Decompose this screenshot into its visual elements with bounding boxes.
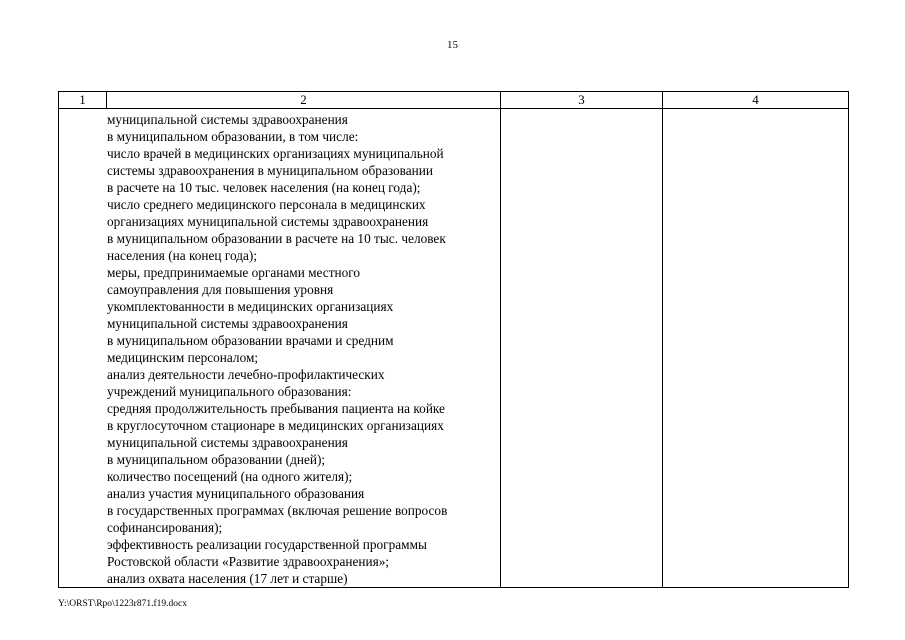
text-line: анализ охвата населения (17 лет и старше)	[107, 571, 348, 586]
text-line: системы здравоохранения в муниципальном образовании	[107, 163, 434, 178]
text-line: в расчете на 10 тыс. человек населения (на конец года);	[107, 180, 421, 195]
text-line: в муниципальном образовании врачами и средним	[107, 333, 394, 348]
page-number: 15	[447, 39, 458, 51]
text-line: в муниципальном образовании (дней);	[107, 452, 326, 467]
text-line: муниципальной системы здравоохранения	[107, 316, 348, 331]
content-table	[58, 91, 849, 588]
text-line: учреждений муниципального образования:	[107, 384, 352, 399]
text-line: софинансирования);	[107, 520, 223, 535]
table-header-row	[59, 92, 849, 109]
cell-col-2-text	[59, 109, 500, 587]
text-line: анализ деятельности лечебно-профилактических	[107, 367, 385, 382]
text-line: в государственных программах (включая решение вопросов	[107, 503, 448, 518]
text-line: число среднего медицинского персонала в медицинских	[107, 197, 426, 212]
text-line: укомплектованности в медицинских организациях	[107, 299, 394, 314]
text-line: в муниципальном образовании, в том числе:	[107, 129, 359, 144]
text-line: в муниципальном образовании в расчете на 10 тыс. человек	[107, 231, 446, 246]
cell-col-4	[663, 109, 849, 588]
header-col-4: 4	[663, 92, 849, 109]
text-line: анализ участия муниципального образования	[107, 486, 365, 501]
text-line: число врачей в медицинских организациях муниципальной	[107, 146, 444, 161]
text-line: организациях муниципальной системы здравоохранения	[107, 214, 429, 229]
text-line: муниципальной системы здравоохранения	[107, 435, 348, 450]
footer-file-path: Y:\ORST\Rpo\1223r871.f19.docx	[58, 599, 187, 609]
cell-col-3	[501, 109, 663, 588]
text-line: населения (на конец года);	[107, 248, 258, 263]
text-line: муниципальной системы здравоохранения	[107, 112, 348, 127]
header-col-2: 2	[107, 92, 501, 109]
text-line: эффективность реализации государственной программы	[107, 537, 427, 552]
text-line: в круглосуточном стационаре в медицинских организациях	[107, 418, 444, 433]
text-line: количество посещений (на одного жителя);	[107, 469, 353, 484]
table-row	[59, 109, 849, 588]
text-line: меры, предпринимаемые органами местного	[107, 265, 361, 280]
text-line: самоуправления для повышения уровня	[107, 282, 334, 297]
header-col-1: 1	[59, 92, 107, 109]
text-line: Ростовской области «Развитие здравоохранения»;	[107, 554, 390, 569]
text-line: средняя продолжительность пребывания пациента на койке	[107, 401, 445, 416]
header-col-3: 3	[501, 92, 663, 109]
text-line: медицинским персоналом;	[107, 350, 259, 365]
cell-col-1-2	[59, 109, 501, 588]
